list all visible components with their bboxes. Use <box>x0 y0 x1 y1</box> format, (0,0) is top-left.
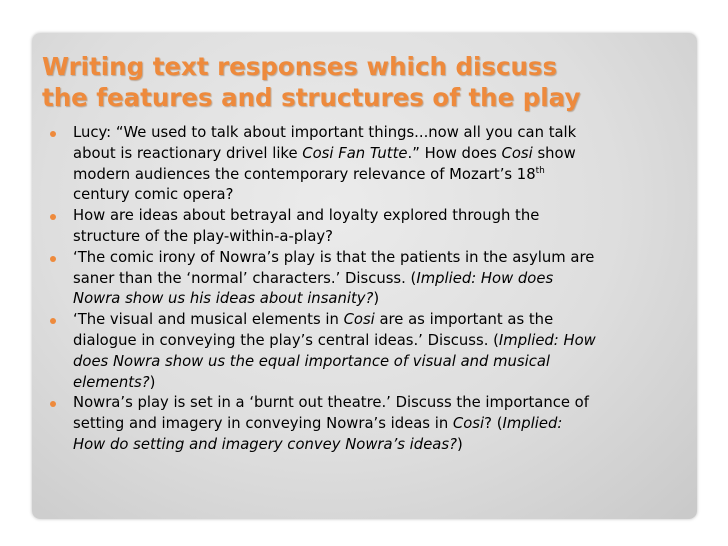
text: .” How does <box>407 144 502 162</box>
text: modern audiences the contemporary relevance of Mozart’s 18 <box>73 165 536 183</box>
text: ) <box>149 373 156 391</box>
bullet-item <box>42 248 692 310</box>
bullet-line <box>73 310 692 331</box>
bullet-line <box>73 435 692 456</box>
italic-title: Cosi Fan Tutte <box>302 144 408 162</box>
bullet-line <box>73 289 692 310</box>
bullet-dot-icon <box>50 256 56 262</box>
text: ? ( <box>484 415 503 433</box>
text: are as important as the <box>374 311 554 329</box>
bullet-line <box>73 165 692 186</box>
text: ) <box>373 290 380 308</box>
text: How are ideas about betrayal and loyalty explored through the <box>73 207 540 225</box>
slide-title <box>42 51 692 113</box>
italic-text: Implied: <box>502 415 563 433</box>
text: show <box>532 144 576 162</box>
text: ‘The visual and musical elements in <box>73 311 344 329</box>
italic-title: Cosi <box>343 311 375 329</box>
bullet-line <box>73 414 692 435</box>
text: ‘The comic irony of Nowra’s play is that the patients in the asylum are <box>73 248 595 266</box>
text: dialogue in conveying the play’s central ideas.’ Discuss. ( <box>73 331 499 349</box>
bullet-line <box>73 373 692 394</box>
italic-text: Implied: How <box>498 331 596 349</box>
bullet-dot-icon <box>50 318 56 324</box>
italic-text: Nowra show us his ideas about insanity? <box>73 290 374 308</box>
text: century comic opera? <box>73 186 234 204</box>
text: ) <box>456 435 463 453</box>
italic-title: Cosi <box>501 144 533 162</box>
bullet-item <box>42 206 692 248</box>
text: Nowra’s play is set in a ‘burnt out theatre.’ Discuss the importance of <box>73 394 589 412</box>
text: setting and imagery in conveying Nowra’s ideas in <box>73 415 453 433</box>
title-line: the features and structures of the play <box>42 83 581 112</box>
bullet-dot-icon <box>50 131 56 137</box>
superscript: th <box>535 165 545 176</box>
text: structure of the play-within-a-play? <box>73 227 334 245</box>
bullet-line <box>73 206 692 227</box>
bullet-line <box>73 331 692 352</box>
bullet-line <box>73 185 692 206</box>
content-panel <box>32 33 697 519</box>
bullet-line <box>73 123 692 144</box>
bullet-line <box>73 144 692 165</box>
italic-text: How do setting and imagery convey Nowra’s ideas? <box>73 435 457 453</box>
bullet-dot-icon <box>50 214 56 220</box>
text: Lucy: “We used to talk about important things...now all you can talk <box>73 124 577 141</box>
bullet-item <box>42 393 692 455</box>
text: saner than the ‘normal’ characters.’ Discuss. ( <box>73 269 417 287</box>
bullet-line <box>73 269 692 290</box>
bullet-item <box>42 310 692 393</box>
bullet-line <box>73 248 692 269</box>
italic-text: Implied: How does <box>416 269 554 287</box>
bullet-list <box>42 123 692 456</box>
bullet-dot-icon <box>50 401 56 407</box>
italic-title: Cosi <box>452 415 485 433</box>
italic-text: does Nowra show us the equal importance of visual and musical <box>73 352 551 370</box>
bullet-item <box>42 123 692 206</box>
bullet-line <box>73 393 692 414</box>
bullet-line <box>73 227 692 248</box>
bullet-line <box>73 352 692 373</box>
title-line: Writing text responses which discuss <box>42 52 558 81</box>
italic-text: elements? <box>73 373 150 391</box>
text: about is reactionary drivel like <box>73 144 303 162</box>
